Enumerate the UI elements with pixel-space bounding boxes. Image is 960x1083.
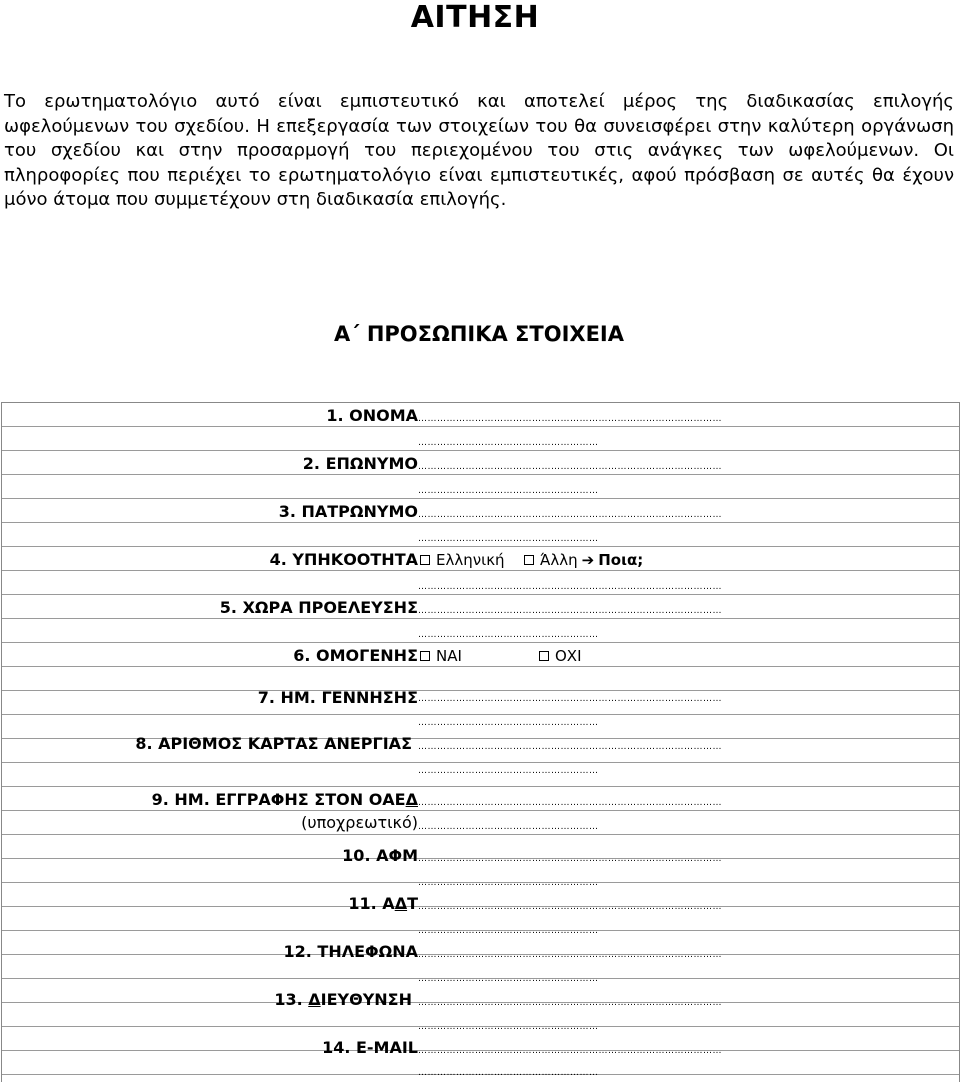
address-label-suffix: ΙΕΥΘΥΝΣΗ: [320, 990, 412, 1009]
field-label-omogenis: 6. ΟΜΟΓΕΝΗΣ: [293, 646, 418, 665]
oaed-date-input-line-2[interactable]: …………………………………………………: [418, 822, 599, 832]
field-label-adt: [348, 893, 418, 915]
birth-date-input-line[interactable]: ……………………………………………………………………………………: [418, 694, 722, 704]
adt-label-prefix: 11. Α: [348, 894, 395, 913]
field-label-father-name: 3. ΠΑΤΡΩΝΥΜΟ: [278, 502, 418, 521]
citizenship-input-line[interactable]: ……………………………………………………………………………………: [418, 582, 722, 592]
name-input-line[interactable]: ……………………………………………………………………………………: [418, 414, 722, 424]
citizenship-option-greek[interactable]: [420, 550, 505, 570]
arrow-right-icon: ➔: [581, 551, 595, 569]
omogenis-option-yes-label: ΝΑΙ: [436, 647, 462, 665]
field-email: [2, 1035, 960, 1083]
afm-input-line[interactable]: ……………………………………………………………………………………: [418, 854, 722, 864]
field-father-name: [2, 499, 960, 547]
section-title: Α΄ ΠΡΟΣΩΠΙΚΑ ΣΤΟΙΧΕΙΑ: [333, 322, 624, 346]
email-input-line[interactable]: ……………………………………………………………………………………: [418, 1046, 722, 1056]
field-label-birth-date: 7. ΗΜ. ΓΕΝΝΗΣΗΣ: [257, 688, 418, 707]
field-address: [2, 987, 960, 1035]
father-name-input-line-2[interactable]: …………………………………………………: [418, 534, 599, 544]
field-phones: [2, 939, 960, 987]
adt-label-suffix: Τ: [407, 894, 418, 913]
field-oaed-date: [2, 787, 960, 835]
phones-input-line-2[interactable]: …………………………………………………: [418, 974, 599, 984]
adt-label-underlined: Δ: [394, 894, 408, 913]
field-label-oaed-date: [152, 789, 418, 811]
address-label-underlined: Δ: [308, 990, 321, 1009]
email-input-line-2[interactable]: …………………………………………………: [418, 1068, 599, 1078]
afm-input-line-2[interactable]: …………………………………………………: [418, 878, 599, 888]
oaed-date-label-text: 9. ΗΜ. ΕΓΓΡΑΦΗΣ ΣΤΟΝ ΟΑΕ: [151, 790, 406, 809]
field-unemployment-card: [2, 731, 960, 779]
citizenship-which-label: Ποια;: [598, 551, 644, 569]
oaed-date-input-line[interactable]: ……………………………………………………………………………………: [418, 798, 722, 808]
address-input-line[interactable]: ……………………………………………………………………………………: [418, 998, 722, 1008]
adt-input-line[interactable]: ……………………………………………………………………………………: [418, 902, 722, 912]
adt-input-line-2[interactable]: …………………………………………………: [418, 926, 599, 936]
field-label-citizenship: 4. ΥΠΗΚΟΟΤΗΤΑ: [269, 550, 418, 569]
field-afm: [2, 843, 960, 891]
field-omogenis: [2, 643, 960, 675]
field-adt: [2, 891, 960, 939]
field-label-address: [274, 989, 412, 1011]
citizenship-option-other[interactable]: [524, 550, 643, 570]
field-label-surname: 2. ΕΠΩΝΥΜΟ: [302, 454, 418, 473]
surname-input-line-2[interactable]: …………………………………………………: [418, 486, 599, 496]
unemployment-card-input-line-2[interactable]: …………………………………………………: [418, 766, 599, 776]
field-label-unemployment-card: 8. ΑΡΙΘΜΟΣ ΚΑΡΤΑΣ ΑΝΕΡΓΙΑΣ: [135, 734, 412, 753]
name-input-line-2[interactable]: …………………………………………………: [418, 438, 599, 448]
checkbox-icon[interactable]: [524, 555, 534, 565]
checkbox-icon[interactable]: [420, 555, 430, 565]
phones-input-line[interactable]: ……………………………………………………………………………………: [418, 950, 722, 960]
father-name-input-line[interactable]: ……………………………………………………………………………………: [418, 510, 722, 520]
surname-input-line[interactable]: ……………………………………………………………………………………: [418, 462, 722, 472]
field-label-origin-country: 5. ΧΩΡΑ ΠΡΟΕΛΕΥΣΗΣ: [219, 598, 418, 617]
field-label-email: 14. E-MAIL: [322, 1038, 418, 1057]
omogenis-option-no-label: ΟΧΙ: [555, 647, 582, 665]
field-label-phones: 12. ΤΗΛΕΦΩΝΑ: [283, 942, 418, 961]
birth-date-input-line-2[interactable]: …………………………………………………: [418, 718, 599, 728]
field-citizenship: [2, 547, 960, 595]
checkbox-icon[interactable]: [539, 651, 549, 661]
address-label-prefix: 13.: [274, 990, 309, 1009]
intro-paragraph: Το ερωτηματολόγιο αυτό είναι εμπιστευτικό και αποτελεί μέρος της διαδικασίας επιλογής ωφελούμενων του σχεδίου. Η επεξεργασία των στοιχείων του θα συνεισφέρει στην καλύτερη οργάνωση του σχεδίου και στην προσαρμογή του περιεχομένου του στις ανάγκες των ωφελούμενων. Οι πληροφορίες που περιέχει το ερωτηματολόγιο είναι εμπιστευτικές, αφού πρόσβαση σε αυτές θα έχουν μόνο άτομα που συμμετέχουν στη διαδικασία επιλογής.: [4, 91, 954, 210]
omogenis-option-yes[interactable]: [420, 646, 462, 666]
citizenship-option-other-label: Άλλη: [540, 551, 578, 569]
personal-data-form: [1, 402, 960, 1082]
field-birth-date: [2, 675, 960, 728]
field-origin-country: [2, 595, 960, 643]
oaed-date-label-underlined: Δ: [405, 790, 418, 809]
origin-country-input-line-2[interactable]: …………………………………………………: [418, 630, 599, 640]
field-name: [2, 403, 960, 451]
page-title: ΑΙΤΗΣΗ: [410, 0, 540, 35]
citizenship-option-greek-label: Ελληνική: [436, 551, 505, 569]
field-surname: [2, 451, 960, 499]
origin-country-input-line[interactable]: ……………………………………………………………………………………: [418, 606, 722, 616]
field-label-name: 1. ΟΝΟΜΑ: [326, 406, 418, 425]
unemployment-card-input-line[interactable]: ……………………………………………………………………………………: [418, 742, 722, 752]
omogenis-option-no[interactable]: [539, 646, 582, 666]
address-input-line-2[interactable]: …………………………………………………: [418, 1022, 599, 1032]
field-label-afm: 10. ΑΦΜ: [342, 846, 418, 865]
checkbox-icon[interactable]: [420, 651, 430, 661]
oaed-date-note: (υποχρεωτικό): [301, 813, 418, 832]
